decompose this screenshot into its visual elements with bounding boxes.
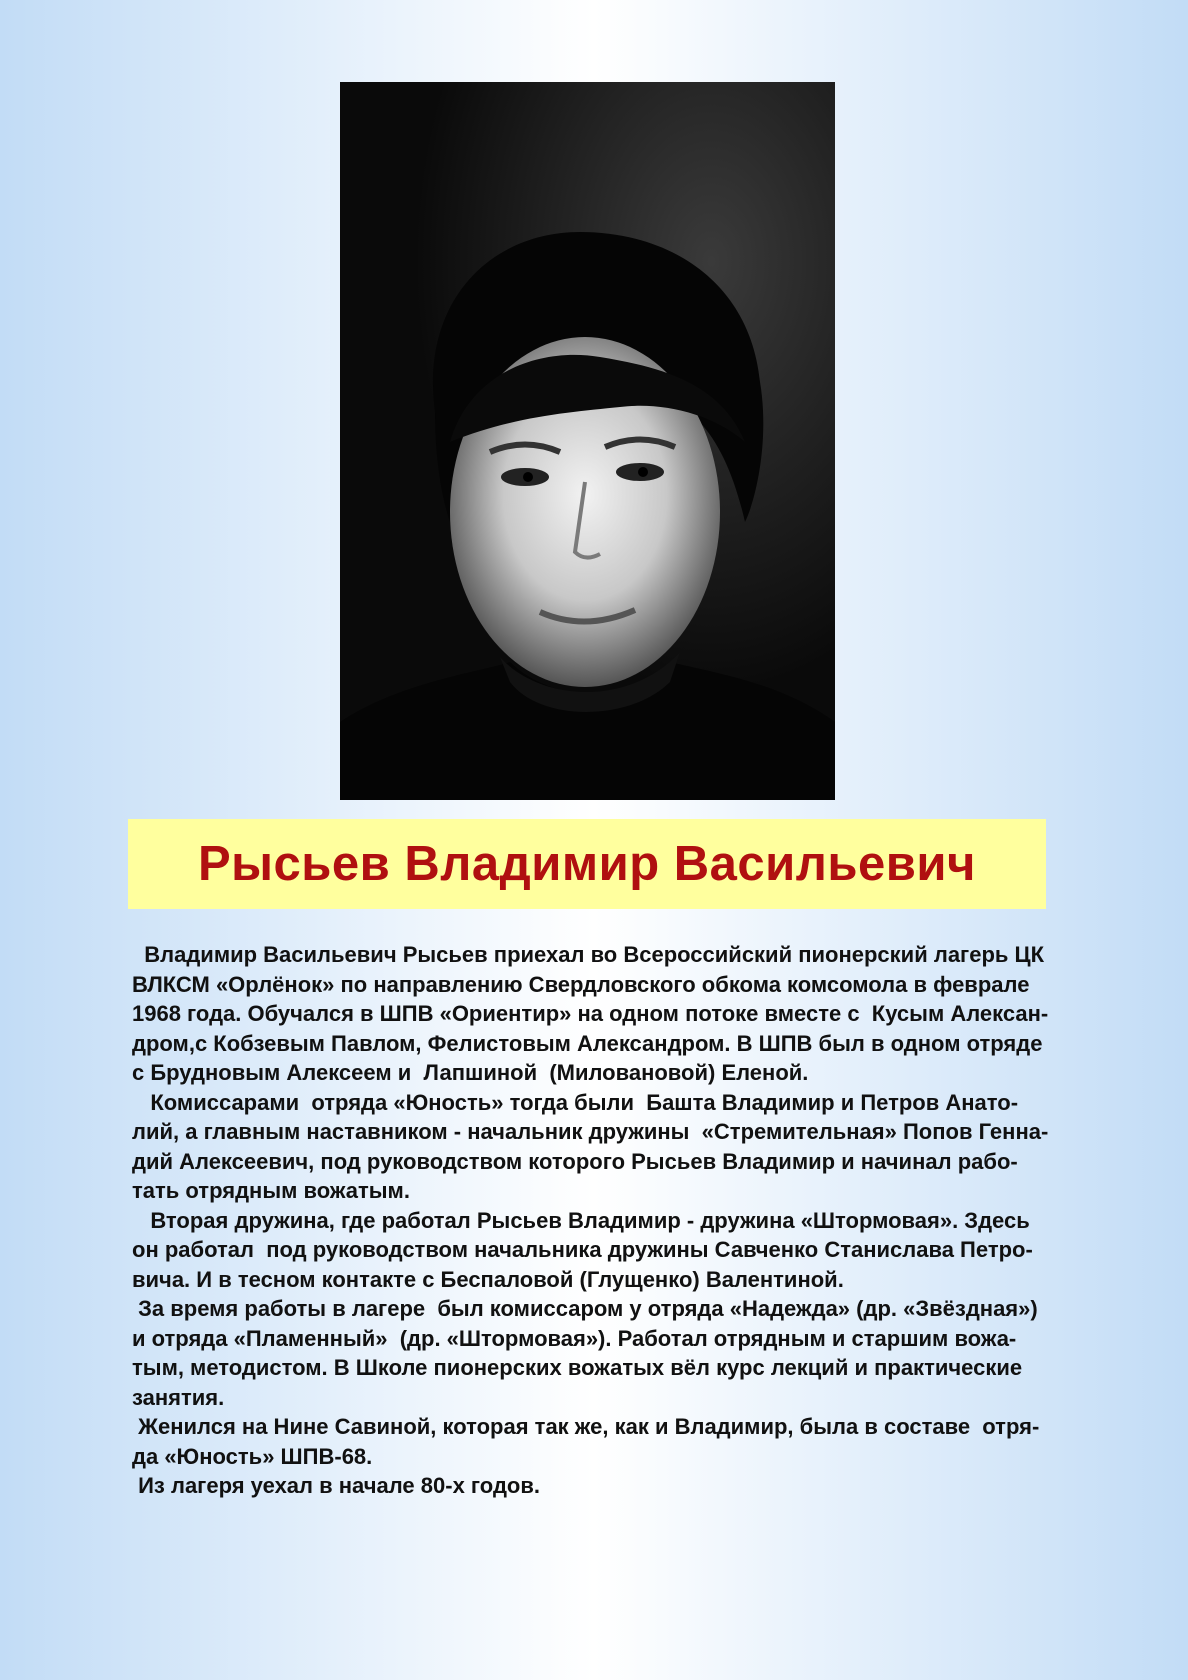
bio-line: и отряда «Пламенный» (др. «Штормовая»). Работал отрядным и старшим вожа- — [132, 1325, 1017, 1351]
bio-line: Женился на Нине Савиной, которая так же, как и Владимир, была в составе отря- — [132, 1414, 1040, 1439]
portrait-image — [340, 82, 835, 800]
bio-line: занятия. — [132, 1384, 225, 1410]
bio-line: да «Юность» ШПВ-68. — [132, 1443, 373, 1469]
bio-line: Вторая дружина, где работал Рысьев Владимир - дружина «Штормовая». Здесь — [132, 1207, 1030, 1233]
bio-line: тать отрядным вожатым. — [132, 1178, 410, 1203]
bio-line: Из лагеря уехал в начале 80-х годов. — [132, 1473, 540, 1498]
bio-line: тым, методистом. В Школе пионерских вожатых вёл курс лекций и практические — [132, 1355, 1023, 1380]
bio-line: ВЛКСМ «Орлёнок» по направлению Свердловского обкома комсомола в феврале — [132, 971, 1030, 997]
bio-line: вича. И в тесном контакте с Беспаловой (Глущенко) Валентиной. — [132, 1266, 844, 1292]
bio-line: За время работы в лагере был комиссаром у отряда «Надежда» (др. «Звёздная») — [132, 1296, 1038, 1321]
bio-line: он работал под руководством начальника дружины Савченко Станислава Петро- — [132, 1237, 1033, 1262]
bio-line: Владимир Васильевич Рысьев приехал во Всероссийский пионерский лагерь ЦК — [132, 942, 1045, 967]
bio-line: с Брудновым Алексеем и Лапшиной (Миловановой) Еленой. — [132, 1060, 809, 1085]
name-banner — [128, 819, 1046, 909]
biography-text — [132, 940, 1112, 1501]
bio-line: 1968 года. Обучался в ШПВ «Ориентир» на одном потоке вместе с Кусым Алексан- — [132, 1001, 1049, 1026]
bio-line: дром,с Кобзевым Павлом, Фелистовым Александром. В ШПВ был в одном отряде — [132, 1030, 1043, 1056]
bio-line: Комиссарами отряда «Юность» тогда были Башта Владимир и Петров Анато- — [132, 1089, 1019, 1115]
bio-line: дий Алексеевич, под руководством которого Рысьев Владимир и начинал рабо- — [132, 1148, 1018, 1174]
person-name: Рысьев Владимир Васильевич — [197, 837, 976, 891]
bio-line: лий, а главным наставником - начальник дружины «Стремительная» Попов Генна- — [132, 1119, 1049, 1144]
portrait-photo — [340, 82, 835, 800]
